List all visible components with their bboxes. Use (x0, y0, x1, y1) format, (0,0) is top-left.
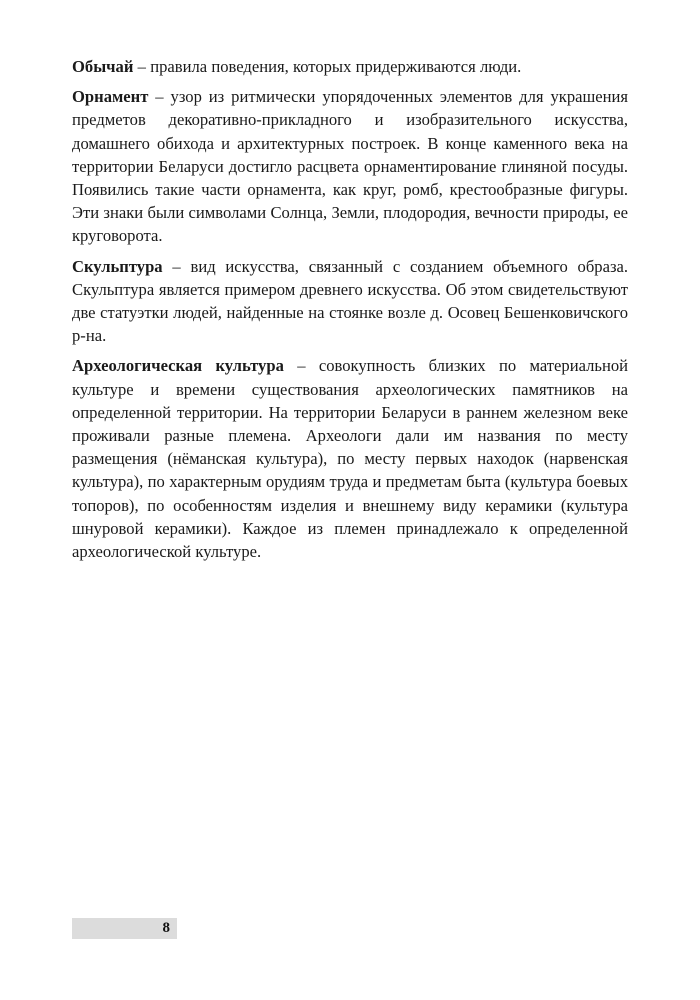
definition-dash: – (148, 87, 171, 107)
definition-dash: – (283, 356, 319, 376)
definition-term: Обычай (72, 57, 134, 76)
definition-dash: – (133, 57, 151, 76)
definition-term: Орнамент (72, 87, 149, 107)
page-number-band (72, 918, 177, 939)
definition-text: узор из ритмически упорядоченных элементов для украшения предметов декоративно-прикладного и изобразительного искусства, домашнего обихода и архитектурных построек. В конце каменного века на территории Беларуси достигло расцвета орнаментирование глиняной посуды. Появились такие части орнамента, как круг, ромб, крестообразные фигуры. Эти знаки были символами Солнца, Земли, плодородия, вечности природы, ее круговорота. (72, 87, 629, 246)
page-number: 8 (162, 920, 170, 936)
page-body-text (72, 55, 628, 563)
definition-text: вид искусства, связанный с созданием объемного образа. Скульптура является примером древнего искусства. Об этом свидетельствуют две статуэтки людей, найденные на стоянке возле д. Осовец Бешенковичского р-на. (72, 256, 629, 346)
definition-text: правила поведения, которых придерживаются люди. (150, 57, 522, 76)
definition-term: Скульптура (72, 256, 163, 276)
definition-paragraph-skulptura (72, 255, 628, 348)
definition-paragraph-obychay (72, 55, 628, 78)
definition-term: Археологическая культура (72, 356, 284, 376)
definition-dash: – (162, 256, 191, 276)
definition-paragraph-ornament (72, 85, 628, 247)
definition-paragraph-arheologicheskaya-kultura (72, 354, 628, 563)
definition-text: совокупность близких по материальной культуре и времени существования археологических памятников на определенной территории. На территории Беларуси в раннем железном веке проживали разные племена. Археологи дали им названия по месту размещения (нёманская культура), по месту первых находок (нарвенская культура), по характерным орудиям труда и предметам быта (культура боевых топоров), по особенностям изделия и внешнему виду керамики (культура шнуровой керамики). Каждое из племен принадлежало к определенной археологической культуре. (72, 356, 629, 562)
